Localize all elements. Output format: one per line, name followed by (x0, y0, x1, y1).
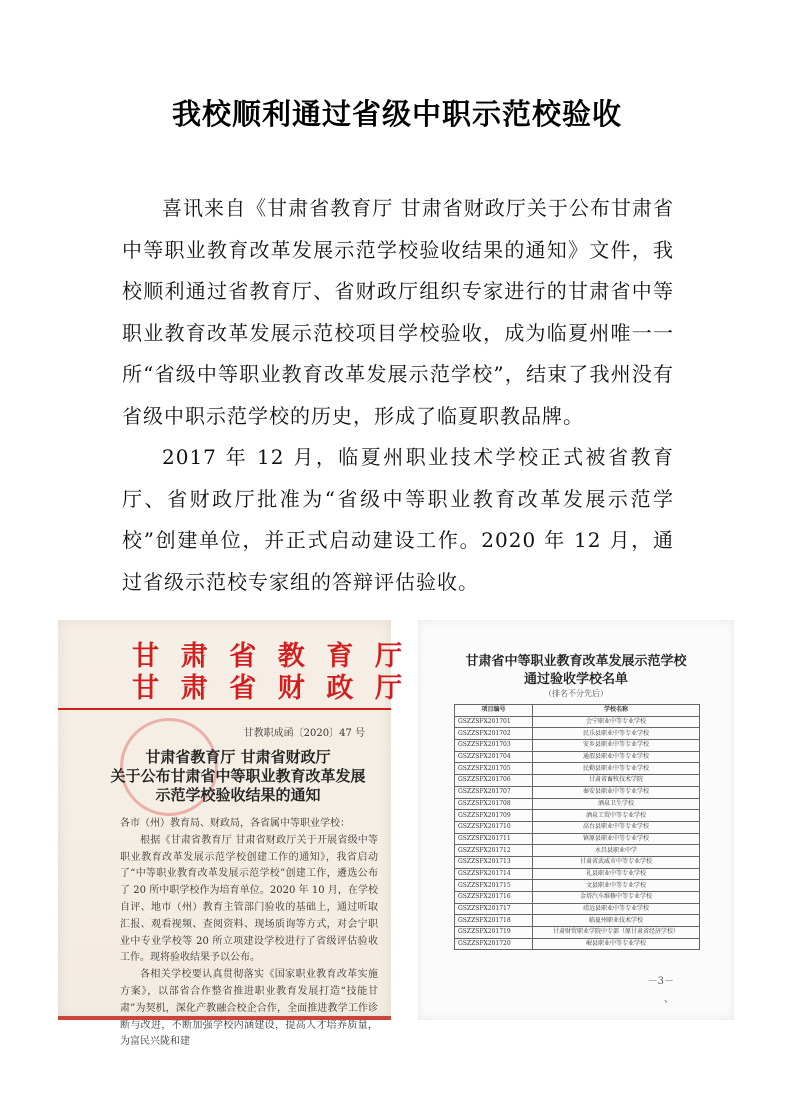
issuer-line-finance (132, 666, 402, 705)
school-name-cell: 秦安县职业中等专业学校 (533, 786, 700, 798)
issuer-char: 厅 (374, 673, 402, 704)
table-row (455, 927, 700, 939)
school-name-cell: 靖远县职业中等专业学校 (533, 903, 700, 915)
table-row (455, 775, 700, 787)
school-name-cell: 酒泉工贸中等专业学校 (533, 810, 700, 822)
table-row (455, 740, 700, 752)
table-row (455, 903, 700, 915)
issuer-char: 肃 (180, 641, 208, 672)
page-number: －3－ (647, 976, 674, 987)
table-row (455, 821, 700, 833)
project-code-cell: GSZZSFX201711 (455, 833, 533, 845)
project-code-cell: GSZZSFX201715 (455, 880, 533, 892)
table-row (455, 728, 700, 740)
table-row (455, 833, 700, 845)
issuer-char: 育 (326, 641, 354, 672)
project-code-cell: GSZZSFX201718 (455, 915, 533, 927)
paragraph: 喜讯来自《甘肃省教育厅 甘肃省财政厅关于公布甘肃省中等职业教育改革发展示范学校验收结果的通知》文件，我校顺利通过省教育厅、省财政厅组织专家进行的甘肃省中等职业教育改革发展示范校项目学校验收，成为临夏州唯一一所“省级中等职业教育改革发展示范学校”，结束了我州没有省级中职示范学校的历史，形成了临夏职教品牌。 (122, 196, 674, 428)
project-code-cell: GSZZSFX201708 (455, 798, 533, 810)
table-row (455, 892, 700, 904)
project-code-cell: GSZZSFX201710 (455, 821, 533, 833)
table-row (455, 763, 700, 775)
notice-heading-line: 关于公布甘肃省中等职业教育改革发展 (110, 767, 366, 785)
school-name-cell: 甘肃财贸职业学院中专部（原甘肃省经济学校） (533, 927, 700, 939)
school-name-cell: 民乐县职业中等专业学校 (533, 728, 700, 740)
project-code-cell: GSZZSFX201717 (455, 903, 533, 915)
project-code-cell: GSZZSFX201702 (455, 728, 533, 740)
table-row (455, 856, 700, 868)
issuer-char: 甘 (132, 673, 159, 704)
list-title: 通过验收学校名单 (523, 672, 628, 687)
list-subtitle: （排名不分先后） (544, 689, 608, 698)
article-title: 我校顺利通过省级中职示范校验收 (171, 97, 622, 131)
table-header-row (455, 705, 700, 717)
project-code-cell: GSZZSFX201714 (455, 868, 533, 880)
project-code-cell: GSZZSFX201716 (455, 892, 533, 904)
school-name-cell: 镇原县职业中等专业学校 (533, 833, 700, 845)
table-row (455, 786, 700, 798)
table-row (455, 915, 700, 927)
issuer-char: 肃 (180, 673, 208, 704)
notice-paragraph: 根据《甘肃省教育厅 甘肃省财政厅关于开展省级中等职业教育改革发展示范学校创建工作的通知》，我省启动了“中等职业教育改革发展示范学校”创建工作，遴选公布了 20 所中职学校作为培育单位。2020 年 10 月，在学校自评、地市（州）教育主管部门验收的基础上，通过听取汇报、观看视频、查阅资料、现场质询等方式，对会宁职业中专业学校等 20 所立项建设学校进行了省级评估验收工作。现将验收结果予以公布。 (120, 834, 378, 964)
project-code-cell: GSZZSFX201705 (455, 763, 533, 775)
table-row (455, 716, 700, 728)
issuer-char: 教 (277, 641, 305, 672)
school-name-cell: 文县职业中等专业学校 (533, 880, 700, 892)
article-body (122, 188, 674, 603)
column-header: 项目编号 (455, 705, 533, 717)
red-edge (58, 1016, 391, 1020)
school-name-cell: 岷县职业中等专业学校 (533, 938, 700, 950)
school-name-cell: 高台县职业中等专业学校 (533, 821, 700, 833)
red-divider (58, 708, 391, 710)
project-code-cell: GSZZSFX201703 (455, 740, 533, 752)
school-name-cell: 临夏州职业技术学校 (533, 915, 700, 927)
notice-salutation: 各市（州）教育局、财政局，各省属中等职业学校： (120, 818, 350, 829)
school-name-cell: 礼县职业中等专业学校 (533, 868, 700, 880)
project-code-cell: GSZZSFX201713 (455, 856, 533, 868)
notice-heading-line: 甘肃省教育厅 甘肃省财政厅 (145, 748, 331, 766)
column-header: 学校名称 (533, 705, 700, 717)
issuer-char: 甘 (132, 641, 159, 672)
school-list-document-image (418, 620, 734, 1020)
school-name-cell: 甘肃省畜牧技术学院 (533, 775, 700, 787)
issuer-char: 厅 (374, 641, 402, 672)
project-code-cell: GSZZSFX201706 (455, 775, 533, 787)
issuer-char: 财 (277, 673, 305, 704)
document-number: 甘教职成函〔2020〕47 号 (243, 728, 365, 739)
notice-document-image (58, 620, 402, 1048)
project-code-cell: GSZZSFX201701 (455, 716, 533, 728)
school-name-cell: 安乡县职业中等专业学校 (533, 740, 700, 752)
school-name-cell: 会宁职业中等专业学校 (533, 716, 700, 728)
issuer-char: 省 (229, 641, 257, 672)
table-row (455, 751, 700, 763)
project-code-cell: GSZZSFX201707 (455, 786, 533, 798)
project-code-cell: GSZZSFX201720 (455, 938, 533, 950)
school-name-cell: 永昌县职业中学 (533, 845, 700, 857)
school-name-cell: 民勤县职业中等专业学校 (533, 763, 700, 775)
project-code-cell: GSZZSFX201704 (455, 751, 533, 763)
project-code-cell: GSZZSFX201712 (455, 845, 533, 857)
table-row (455, 810, 700, 822)
list-title: 甘肃省中等职业教育改革发展示范学校 (465, 654, 687, 669)
school-name-cell: 金塔汽车维修中等专业学校 (533, 892, 700, 904)
issuer-char: 省 (229, 673, 257, 704)
project-code-cell: GSZZSFX201709 (455, 810, 533, 822)
school-name-cell: 通渭县职业中等专业学校 (533, 751, 700, 763)
page-mark: 、 (664, 994, 674, 1005)
school-name-cell: 甘肃省武威市中等专业学校 (533, 856, 700, 868)
school-name-cell: 酒泉卫生学校 (533, 798, 700, 810)
table-row (455, 845, 700, 857)
notice-heading-line: 示范学校验收结果的通知 (155, 786, 321, 804)
table-row (455, 798, 700, 810)
issuer-char: 政 (326, 673, 354, 704)
notice-paragraph: 各相关学校要认真贯彻落实《国家职业教育改革实施方案》，以部省合作整省推进职业教育发展打造“技能甘肃”为契机，深化产教融合校企合作，全面推进教学工作诊断与改进，不断加强学校内涵建设，提高人才培养质量，为富民兴陇和建 (120, 969, 378, 1048)
table-row (455, 868, 700, 880)
table-row (455, 880, 700, 892)
paragraph: 2017 年 12 月，临夏州职业技术学校正式被省教育厅、省财政厅批准为“省级中等职业教育改革发展示范学校”创建单位，并正式启动建设工作。2020 年 12 月，通过省级示范校专家组的答辩评估验收。 (122, 445, 674, 594)
school-list-table (454, 704, 700, 950)
table-row (455, 938, 700, 950)
project-code-cell: GSZZSFX201719 (455, 927, 533, 939)
table-body (455, 716, 700, 950)
